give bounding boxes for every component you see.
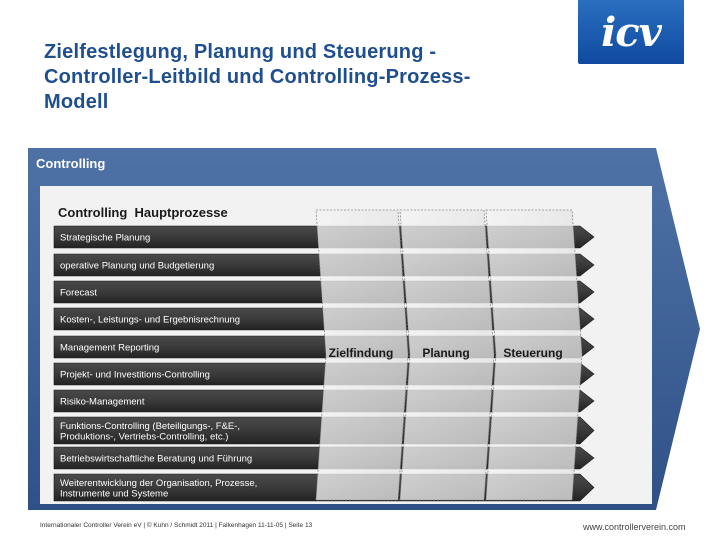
process-label: Weiterentwicklung der Organisation, Prozesse, Instrumente und Systeme (60, 477, 258, 500)
slide-title: Zielfestlegung, Planung und Steuerung - Controller-Leitbild und Controlling-Prozess- Modell (44, 41, 471, 113)
phase-label: Steuerung (503, 346, 563, 360)
phase-steuerung (486, 210, 582, 500)
phase-label: Planung (422, 346, 470, 360)
footer-url[interactable]: www.controllerverein.com (583, 522, 686, 532)
footer-info: Internationaler Controller Verein eV | © Kuhn / Schmidt 2011 | Falkenhagen 11-11-05 | Seite 13 (40, 522, 313, 529)
process-label: Funktions-Controlling (Beteiligungs-, F&E-, Produktions-, Vertriebs-Controlling, etc.) (60, 420, 241, 443)
process-label: Risiko-Management (60, 396, 145, 408)
phase-planung (400, 210, 494, 500)
process-label: Betriebswirtschaftliche Beratung und Führung (60, 453, 253, 465)
controlling-label: Controlling (36, 156, 106, 171)
process-label: Strategische Planung (60, 232, 151, 244)
process-label: operative Planung und Budgetierung (60, 260, 215, 272)
process-label: Kosten-, Leistungs- und Ergebnisrechnung (60, 314, 241, 326)
phase-label: Zielfindung (328, 346, 394, 360)
phase-zielfindung (316, 210, 408, 500)
process-label: Projekt- und Investitions-Controlling (60, 369, 210, 381)
hauptprozesse-title: Controlling Hauptprozesse (58, 205, 228, 220)
logo-text: icv (601, 9, 661, 56)
process-label: Management Reporting (60, 342, 160, 354)
process-label: Forecast (60, 287, 97, 299)
